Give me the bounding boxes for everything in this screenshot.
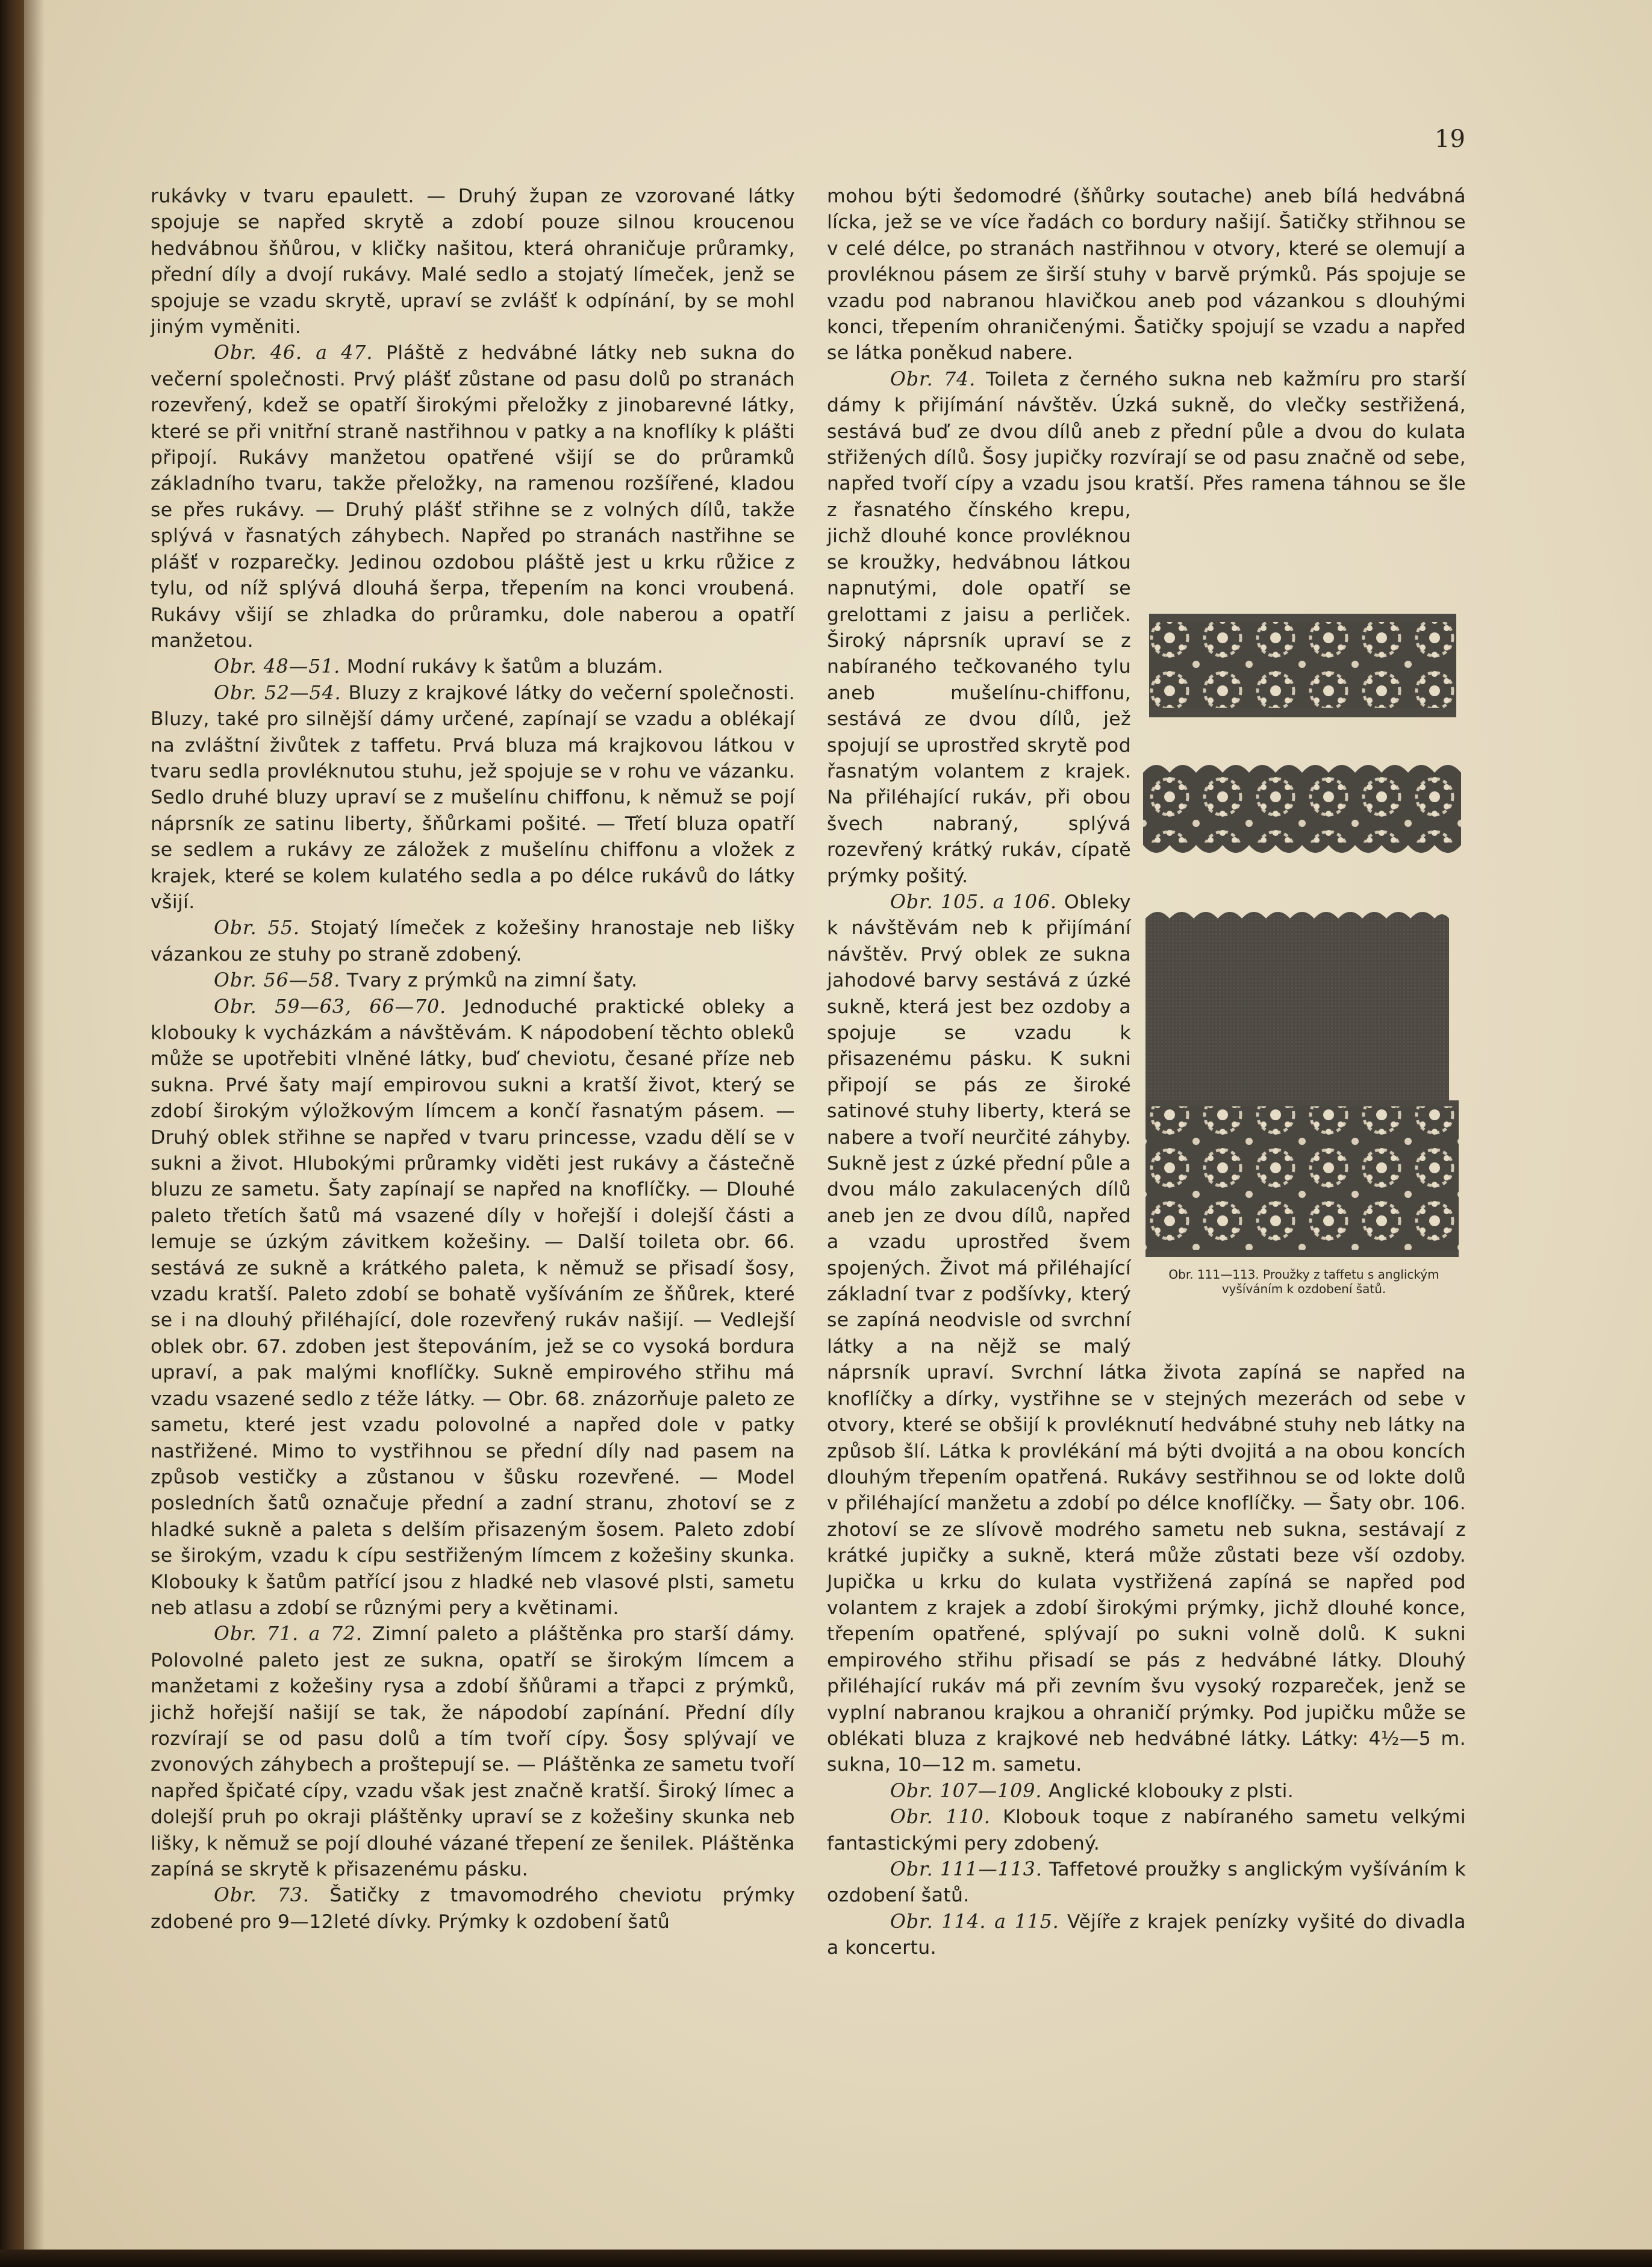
left-column: [151, 184, 795, 1935]
book-binding-edge: [0, 0, 24, 2267]
paragraph: Obr. 73. Šatičky z tmavomodrého cheviotu prýmky zdobené pro 9—12leté dívky. Prýmky k ozdobení šatů: [151, 1885, 795, 1933]
paragraph: mohou býti šedomodré (šňůrky soutache) aneb bílá hedvábná lícka, jež se ve více řadách co bordury našijí. Šatičky střihnou se v celé délce, po stranách nastřihnou v otvory, které se olemují a provléknou pásem ze širší stuhy v barvě prýmků. Pás spojuje se vzadu pod nabranou hlavičkou aneb pod vázankou s dlouhými konci, třepením ohraničenými. Šatičky spojují se vzadu a napřed se látka poněkud nabere.: [827, 186, 1466, 364]
paragraph: Obr. 107—109. Anglické klobouky z plsti.: [890, 1780, 1294, 1802]
paragraph: Obr. 110. Klobouk toque z nabíraného sametu velkými fantastickými pery zdobený.: [827, 1806, 1467, 1854]
paragraph: Obr. 74. Toileta z černého sukna neb kažmíru pro starší dámy k přijímání návštěv. Úzká sukně, do vlečky sestřižená, sestává buď ze dvou dílů aneb z přední půle a dvou do kulata střižených dílů. Šosy jupičky rozvírají se od pasu značně od sebe, napřed tvoří cípy a vzadu jsou kratší. Přes ramena táhnou se šle z řasnatého čínského krepu, jichž dlouhé konce provléknou se kroužky, hedvábnou látkou napnutými, dole opatří se grelottami z jaisu a perliček. Široký náprsník upraví se z nabíraného tečkovaného tylu aneb mušelínu-chiffonu, sestává ze dvou dílů, jež spojují se uprostřed skrytě pod řasnatým volantem z krajek. Na přiléhající rukáv, při obou švech nabraný, splývá rozevřený krátký rukáv, cípatě prýmky pošitý.: [827, 367, 1466, 890]
lace-strip-2: [1143, 765, 1461, 853]
paragraph: Obr. 48—51. Modní rukávy k šatům a bluzám.: [214, 656, 664, 678]
paragraph: Obr. 114. a 115. Vějíře z krajek penízky vyšité do divadla a koncertu.: [827, 1910, 1466, 1959]
paragraph: rukávky v tvaru epaulett. — Druhý župan ze vzorované látky spojuje se napřed skrytě a zdobí pouze silnou kroucenou hedvábnou šňůrou, v kličky našitou, která ohraničuje průramky, přední díly a dvojí rukávy. Malé sedlo a stojatý límeček, jenž se spojuje se vzadu skrytě, upraví se zvlášť k odpínání, by se mohl jiným vyměniti.: [151, 186, 795, 338]
figure-caption: Obr. 111—113. Proužky z taffetu s anglickým vyšíváním k ozdobení šatů.: [1168, 1267, 1439, 1296]
paragraph: Obr. 71. a 72. Zimní paleto a pláštěnka pro starší dámy. Polovolné paleto jest ze sukna, opatří se širokým límcem a manžetami z kožešiny rysa a zdobí šňůrami a třapci z prýmků, jichž hořejší našijí se tak, že nápodobí zapínání. Přední díly rozvírají se od pasu dolů a tím tvoří cípy. Šosy splývají ve zvonových záhybech a proštepují se. — Pláštěnka ze sametu tvoří napřed špičaté cípy, vzadu však jest značně kratší. Široký límec a dolejší pruh po okraji pláštěnky upraví se z kožešiny skunka neb lišky, k němuž se pojí dlouhé vázané třepení ze šenilek. Pláštěnka zapíná se skrytě k přisazenému pásku.: [151, 1623, 795, 1880]
paragraph: Obr. 111—113. Taffetové proužky s anglickým vyšíváním k ozdobení šatů.: [827, 1859, 1466, 1907]
paragraph: Obr. 46. a 47. Pláště z hedvábné látky neb sukna do večerní společnosti. Prvý plášť zůstane od pasu dolů po stranách rozevřený, kdež se opatří širokými přeložky z jinobarevné látky, které se při vnitřní straně nastřihnou v patky a na knoflíky k plášti připojí. Rukávy manžetou opatřené všijí se do průramků základního tvaru, takže přeložky, na ramenou rozšířené, kladou se přes rukávy. — Druhý plášť střihne se z volných dílů, takže splývá v řasnatých záhybech. Napřed po stranách nastřihne se plášť v rozparečky. Jedinou ozdobou pláště jest u krku růžice z tylu, od níž splývá dlouhá šerpa, třepením na konci vroubená. Rukávy všijí se zhladka do průramku, dole naberou a opatří manžetou.: [151, 342, 795, 652]
lace-strip-3: [1145, 912, 1459, 1257]
paragraph: Obr. 105. a 106. Obleky k návštěvám neb k přijímání návštěv. Prvý oblek ze sukna jahodové barvy sestává z úzké sukně, která jest bez ozdoby a spojuje se vzadu k přisazenému pásku. K sukni připojí se pás ze široké satinové stuhy liberty, která se nabere a tvoří neurčité záhyby. Sukně jest z úzké přední půle a dvou málo zakulacených dílů aneb jen ze dvou dílů, napřed a vzadu uprostřed švem spojených. Život má přiléhající základní tvar z podšívky, který se zapíná neodvisle od svrchní látky a na nějž se malý náprsník upraví. Svrchní látka života zapíná se napřed na knoflíčky a dírky, vystřihne se v stejných mezerách od sebe v otvory, které se obšijí k provléknutí hedvábné stuhy neb látky na způsob šlí. Látka k provlékání má býti dvojitá a na obou koncích dlouhým třepením opatřená. Rukávy sestřihnou se od lokte dolů v přiléhající manžetu a zdobí po délce knoflíčky. — Šaty obr. 106. zhotoví se ze slívově modrého sametu neb sukna, sestávají z krátké jupičky a sukně, která může zůstati beze vší ozdoby. Jupička u krku do kulata vystřižená zapíná se napřed pod volantem z krajek a zdobí širokými prýmky, jichž dlouhé konce, třepením opatřené, splývají po sukni volně dolů. K sukni empirového střihu přisadí se pás z hedvábné látky. Dlouhý přiléhající rukáv má při zevním švu vysoký rozpareček, jenž se vyplní nabranou krajkou a ohraničí prýmky. Pod jupičku může se oblékati bluza z krajkové neb hedvábné látky. Látky: 4½—5 m. sukna, 10—12 m. sametu.: [827, 891, 1466, 1776]
paragraph: Obr. 56—58. Tvary z prýmků na zimní šaty.: [214, 970, 638, 992]
figure-lace-strips: [1143, 611, 1461, 1259]
page-number: 19: [1435, 125, 1465, 153]
paragraph: Obr. 55. Stojatý límeček z kožešiny hranostaje neb lišky vázankou ze stuhy po straně zdobený.: [151, 917, 795, 965]
lace-strips-illustration: [1143, 611, 1461, 1259]
lace-strip-1: [1149, 614, 1456, 717]
book-bottom-edge: [0, 2250, 1652, 2267]
paragraph: Obr. 59—63, 66—70. Jednoduché praktické obleky a klobouky k vycházkám a návštěvám. K nápodobení těchto obleků může se upotřebiti vlněné látky, buď cheviotu, česané příze neb sukna. Prvé šaty mají empirovou sukni a kratší život, který se zdobí širokým výložkovým límcem a končí řasnatým pásem. — Druhý oblek střihne se napřed v tvaru princesse, vzadu dělí se v sukni a život. Hlubokými průramky viděti jest rukávy a částečně bluzu ze sametu. Šaty zapínají se napřed na knoflíčky. — Dlouhé paleto třetích šatů má vsazené díly v hořejší i dolejší části a lemuje se úzkým závitkem kožešiny. — Další toileta obr. 66. sestává ze sukně a krátkého paleta, k němuž se přisadí šosy, vzadu kratší. Paleto zdobí se bohatě vyšíváním ze šňůrek, které se i na dlouhý přiléhající, dole rozevřený rukáv našijí. — Vedlejší oblek obr. 67. zdoben jest štepováním, jež se co vysoká bordura upraví, a pak malými knoflíčky. Sukně empirového střihu má vzadu vsazené sedlo z téže látky. — Obr. 68. znázorňuje paleto ze sametu, které jest vzadu polovolné a napřed dole v patky nastřižené. Mimo to vystřihnou se přední díly nad pasem na způsob vestičky a zůstanou v šůsku rozevřené. — Model posledních šatů označuje přední a zadní stranu, zhotoví se z hladké sukně a paleta s delším přisazeným šosem. Paleto zdobí se širokým, vzadu k cípu sestřiženým límcem z kožešiny skunka. Klobouky k šatům patřící jsou z hladké neb vlasové plsti, sametu neb atlasu a zdobí se různými pery a květinami.: [151, 996, 795, 1619]
paragraph: Obr. 52—54. Bluzy z krajkové látky do večerní společnosti. Bluzy, také pro silnější dámy určené, zapínají se vzadu a oblékají na zvláštní živůtek z taffetu. Prvá bluza má krajkovou látkou v tvaru sedla provléknutou stuhu, jež spojuje se v rohu ve vázanku. Sedlo druhé bluzy upraví se z mušelínu chiffonu, k němuž se pojí náprsník ze satinu liberty, šňůrkami pošité. — Třetí bluza opatří se sedlem a rukávy ze záložek z mušelínu chiffonu a vložek z krajek, které se kolem kulatého sedla a po délce rukávů do látky všijí.: [151, 682, 795, 913]
